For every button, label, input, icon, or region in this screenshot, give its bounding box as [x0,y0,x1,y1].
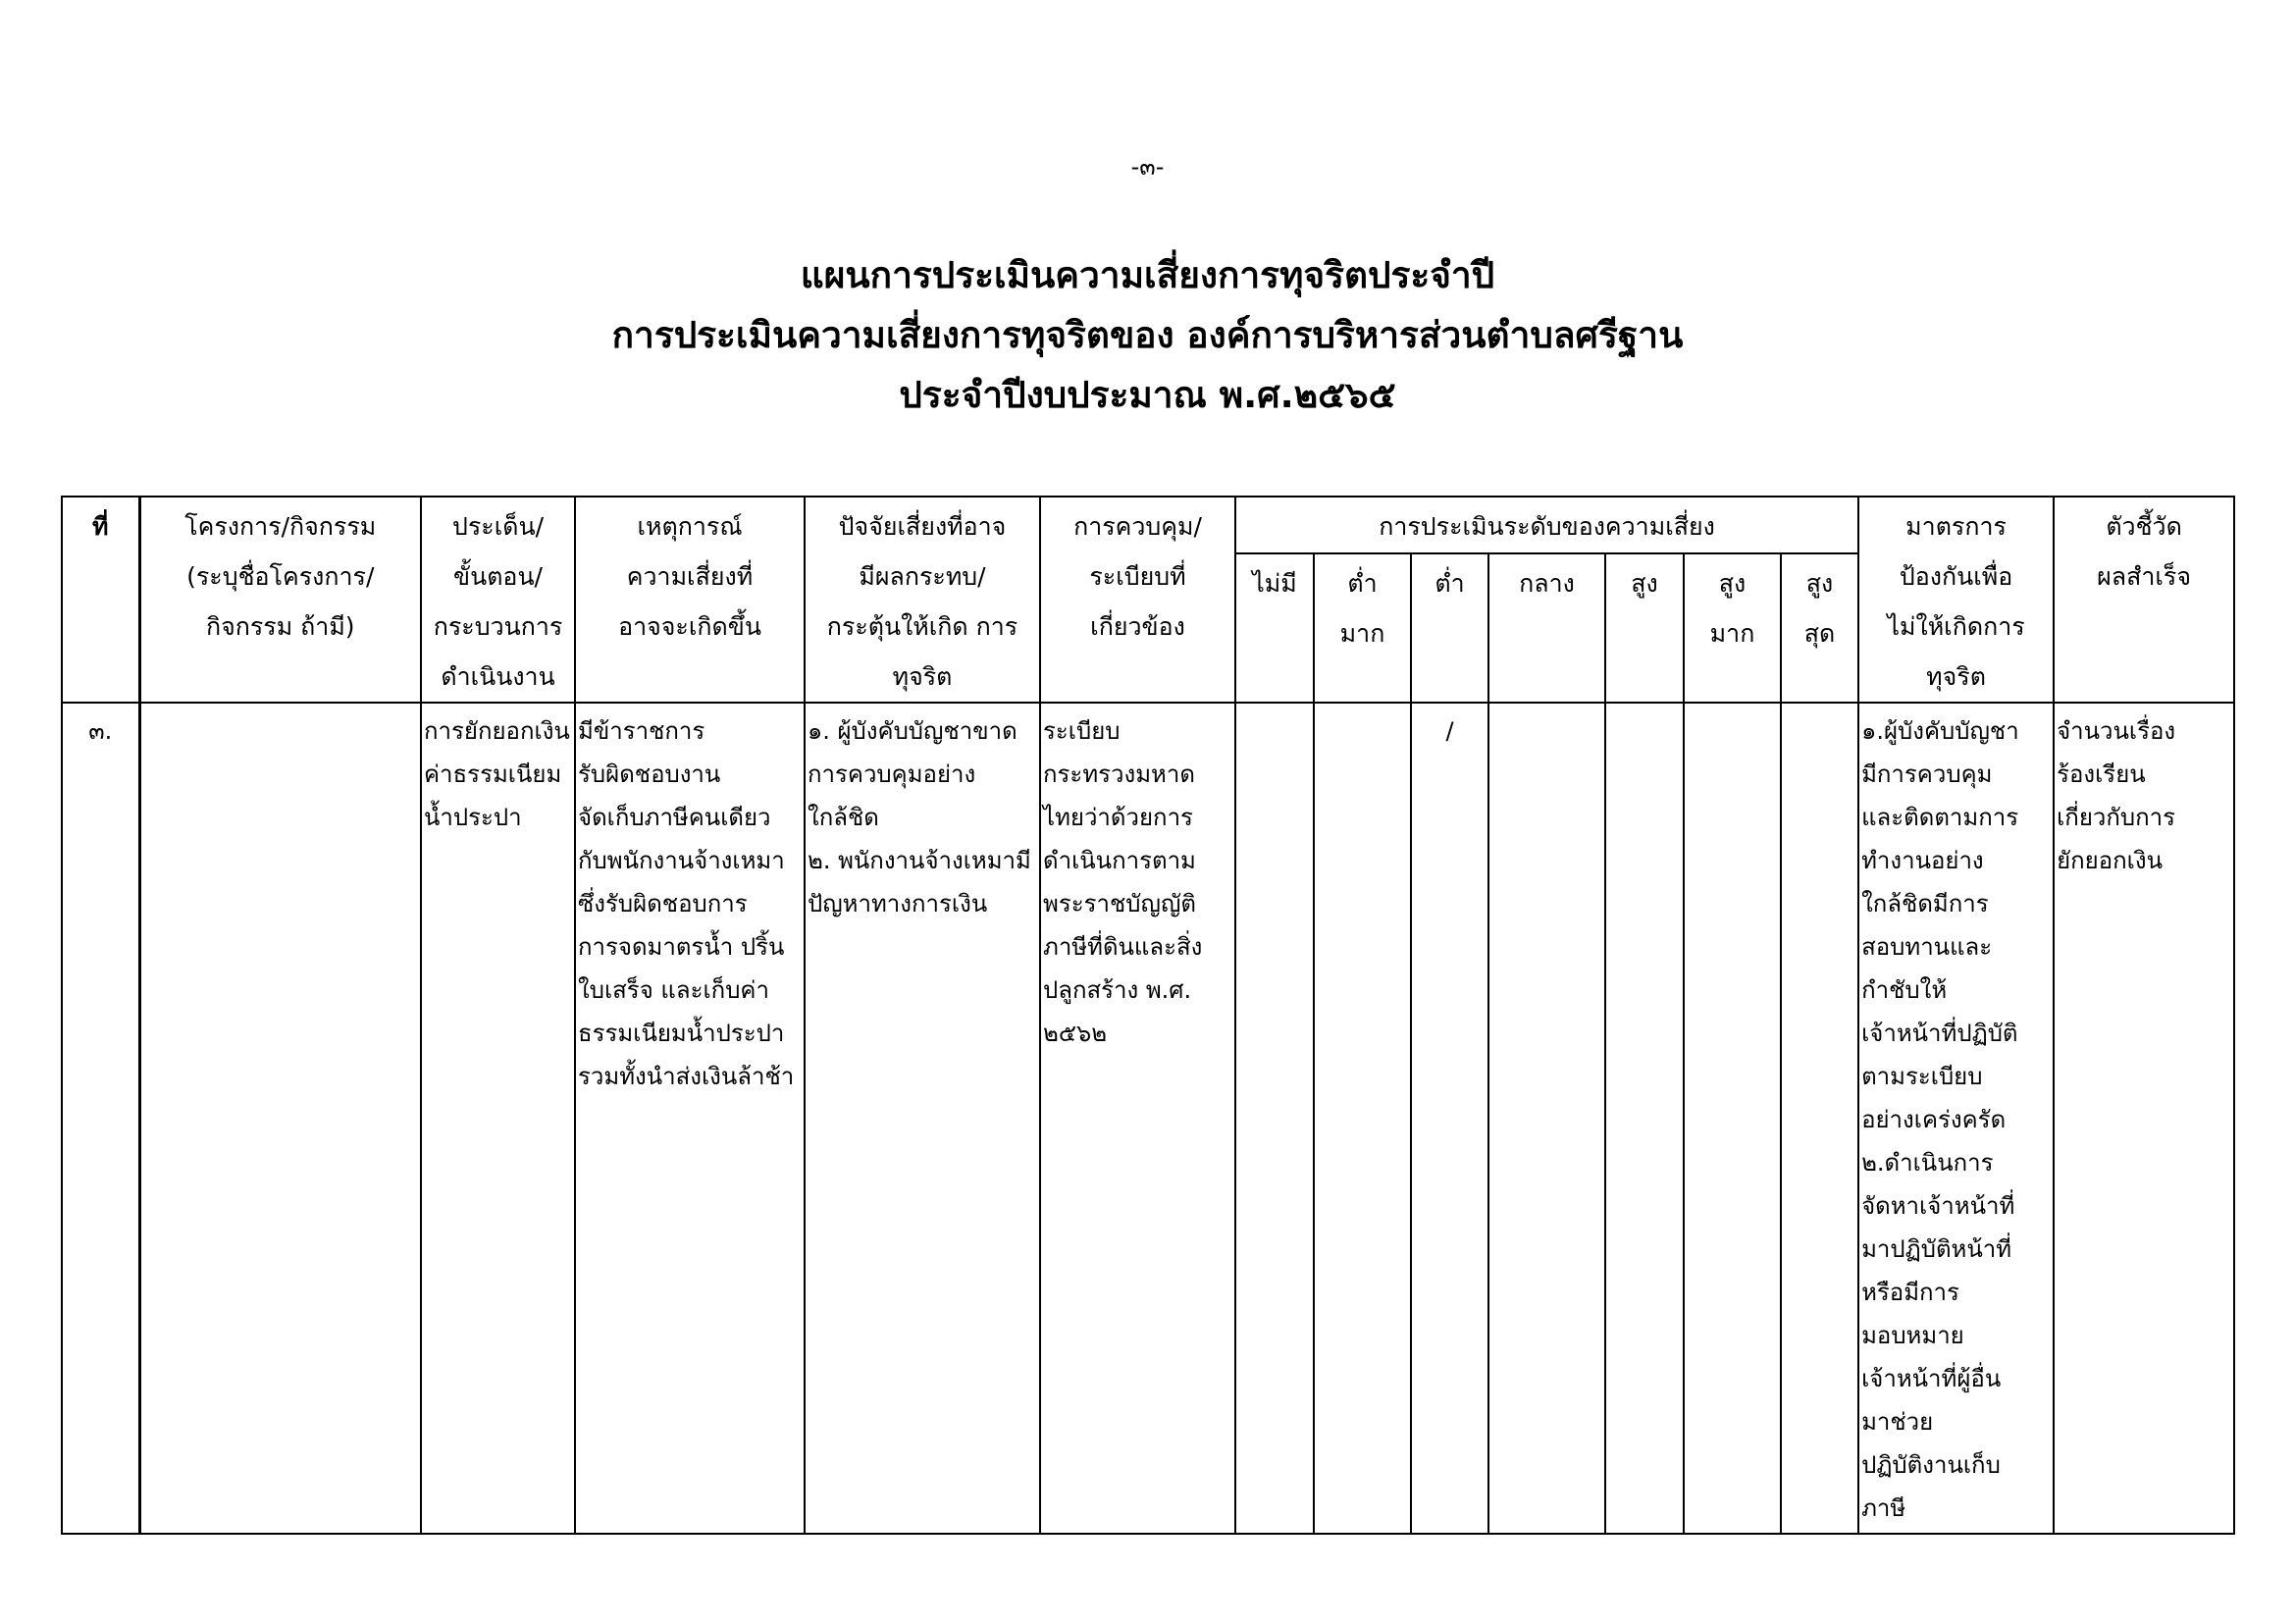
header-project: โครงการ/กิจกรรม (ระบุชื่อโครงการ/ กิจกรรม ถ้ามี) [139,497,421,703]
header-issue: ประเด็น/ ขั้นตอน/ กระบวนการ ดำเนินงาน [421,497,575,703]
cell-level-high [1605,703,1684,1534]
cell-level-very-low [1314,703,1411,1534]
cell-project [139,703,421,1534]
header-level-very-low: ต่ำ มาก [1314,553,1411,703]
header-control: การควบคุม/ ระเบียบที่ เกี่ยวข้อง [1040,497,1235,703]
header-event: เหตุการณ์ ความเสี่ยงที่ อาจจะเกิดขึ้น [575,497,805,703]
risk-assessment-table [61,496,2235,1535]
cell-control: ระเบียบ กระทรวงมหาด ไทยว่าด้วยการ ดำเนินการตาม พระราชบัญญัติ ภาษีที่ดินและสิ่ง ปลูกสร้าง พ.ศ. ๒๕๖๒ [1040,703,1235,1534]
cell-level-highest [1781,703,1858,1534]
cell-level-medium [1488,703,1605,1534]
cell-indicator: จำนวนเรื่อง ร้องเรียน เกี่ยวกับการ ยักยอกเงิน [2054,703,2234,1534]
cell-issue: การยักยอกเงิน ค่าธรรมเนียม น้ำประปา [421,703,575,1534]
cell-measures: ๑.ผู้บังคับบัญชา มีการควบคุม และติดตามการ ทำงานอย่าง ใกล้ชิดมีการ สอบทานและ กำชับให้ เจ้าหน้าที่ปฏิบัติ ตามระเบียบ อย่างเคร่งครัด ๒.ดำเนินการ จัดหาเจ้าหน้าที่ มาปฏิบัติหน้าที่ หรือมีการ มอบหมาย เจ้าหน้าที่ผู้อื่น มาช่วย ปฏิบัติงานเก็บ ภาษี [1858,703,2054,1534]
header-indicator: ตัวชี้วัด ผลสำเร็จ [2054,497,2234,703]
header-level-high: สูง [1605,553,1684,703]
header-no: ที่ [62,497,139,703]
title-line-3: ประจำปีงบประมาณ พ.ศ.๒๕๖๕ [899,374,1396,416]
header-level-highest: สูง สุด [1781,553,1858,703]
header-factor: ปัจจัยเสี่ยงที่อาจ มีผลกระทบ/ กระตุ้นให้เกิด การ ทุจริต [805,497,1040,703]
header-level-none: ไม่มี [1235,553,1314,703]
cell-level-very-high [1684,703,1781,1534]
cell-no: ๓. [62,703,139,1534]
title-line-2: การประเมินความเสี่ยงการทุจริตของ องค์การบริหารส่วนตำบลศรีฐาน [611,314,1684,356]
cell-level-low: / [1411,703,1488,1534]
cell-level-none [1235,703,1314,1534]
header-level-low: ต่ำ [1411,553,1488,703]
cell-factor: ๑. ผู้บังคับบัญชาขาด การควบคุมอย่าง ใกล้ชิด ๒. พนักงานจ้างเหมามี ปัญหาทางการเงิน [805,703,1040,1534]
header-measures: มาตรการ ป้องกันเพื่อ ไม่ให้เกิดการ ทุจริต [1858,497,2054,703]
table-row [62,703,2234,1534]
header-level-very-high: สูง มาก [1684,553,1781,703]
cell-event: มีข้าราชการ รับผิดชอบงาน จัดเก็บภาษีคนเดียว กับพนักงานจ้างเหมา ซึ่งรับผิดชอบการ การจดมาตรน้ำ ปริ้น ใบเสร็จ และเก็บค่า ธรรมเนียมน้ำประปา รวมทั้งนำส่งเงินล้าช้า [575,703,805,1534]
document-title [0,245,2295,425]
header-level-medium: กลาง [1488,553,1605,703]
page-number: -๓- [1130,153,1165,181]
title-line-1: แผนการประเมินความเสี่ยงการทุจริตประจำปี [800,254,1495,296]
header-assessment: การประเมินระดับของความเสี่ยง [1235,497,1858,553]
